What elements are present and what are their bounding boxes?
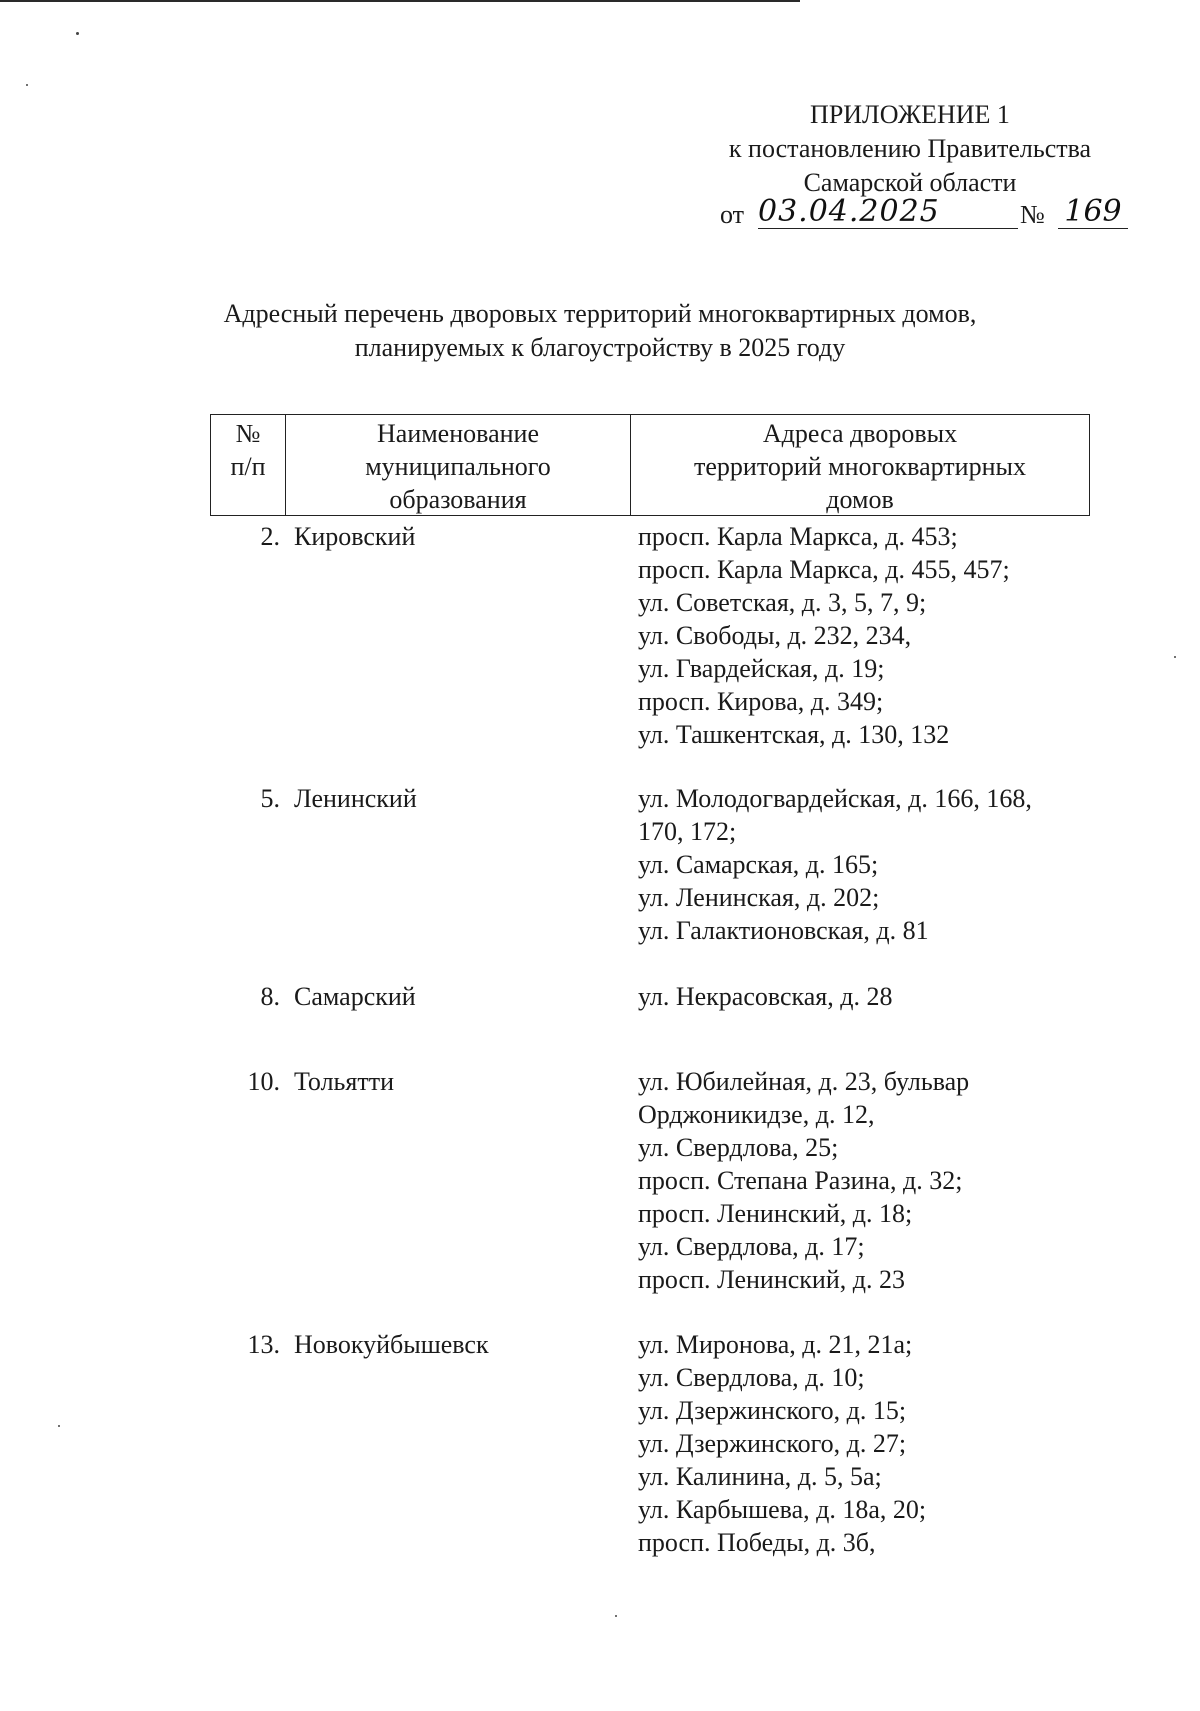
address-line: ул. Ташкентская, д. 130, 132 <box>638 720 950 749</box>
header-number-line: № <box>235 419 261 448</box>
document-title-line-2: планируемых к благоустройству в 2025 году <box>354 333 846 362</box>
address-line: Орджоникидзе, д. 12, <box>638 1100 875 1129</box>
scan-speck <box>58 1425 60 1427</box>
date-prefix: от <box>720 200 745 229</box>
row-municipality: Новокуйбышевск <box>294 1330 489 1359</box>
scan-speck <box>615 1615 617 1617</box>
row-municipality: Тольятти <box>294 1067 395 1096</box>
table-row <box>210 782 1090 980</box>
table-row <box>210 1328 1090 1559</box>
address-line: ул. Свердлова, 25; <box>638 1133 839 1162</box>
header-addresses-line: территорий многоквартирных <box>694 452 1026 481</box>
appendix-title: ПРИЛОЖЕНИЕ 1 <box>810 100 1010 129</box>
scan-top-edge <box>0 0 800 2</box>
address-line: ул. Некрасовская, д. 28 <box>638 982 893 1011</box>
header-municipality-line: муниципального <box>365 452 551 481</box>
address-line: просп. Степана Разина, д. 32; <box>638 1166 963 1195</box>
document-title <box>180 297 1020 365</box>
address-line: просп. Карла Маркса, д. 455, 457; <box>638 555 1010 584</box>
row-addresses <box>638 520 1088 751</box>
decree-date-number <box>720 194 1140 234</box>
header-municipality-line: образования <box>389 485 527 514</box>
table-row <box>210 980 1090 1065</box>
row-number: 13. <box>247 1330 280 1359</box>
row-number: 10. <box>247 1067 280 1096</box>
row-number: 8. <box>260 982 280 1011</box>
address-line: ул. Галактионовская, д. 81 <box>638 916 929 945</box>
table-row <box>210 520 1090 782</box>
row-addresses <box>638 980 1088 1013</box>
table-header <box>210 414 1090 516</box>
address-line: просп. Ленинский, д. 23 <box>638 1265 905 1294</box>
number-prefix: № <box>1020 200 1045 229</box>
header-number <box>211 415 286 515</box>
address-line: ул. Самарская, д. 165; <box>638 850 879 879</box>
row-number: 5. <box>260 784 280 813</box>
row-addresses <box>638 782 1088 947</box>
scan-speck <box>76 32 79 35</box>
address-line: ул. Молодогвардейская, д. 166, 168, <box>638 784 1032 813</box>
handwritten-date: 03.04.2025 <box>758 194 1018 229</box>
header-municipality <box>286 415 631 515</box>
row-municipality: Самарский <box>294 982 416 1011</box>
table-body <box>210 520 1090 1559</box>
address-line: ул. Свободы, д. 232, 234, <box>638 621 912 650</box>
row-number: 2. <box>260 522 280 551</box>
appendix-line-2: Самарской области <box>803 168 1017 197</box>
address-line: ул. Советская, д. 3, 5, 7, 9; <box>638 588 927 617</box>
address-line: просп. Карла Маркса, д. 453; <box>638 522 958 551</box>
handwritten-number: 169 <box>1058 194 1128 229</box>
address-line: ул. Юбилейная, д. 23, бульвар <box>638 1067 970 1096</box>
row-municipality: Кировский <box>294 522 416 551</box>
address-line: просп. Ленинский, д. 18; <box>638 1199 913 1228</box>
header-municipality-line: Наименование <box>377 419 539 448</box>
header-addresses <box>631 415 1089 515</box>
appendix-line-1: к постановлению Правительства <box>728 134 1092 163</box>
header-number-line: п/п <box>230 452 266 481</box>
scan-speck <box>1174 656 1176 658</box>
address-line: ул. Дзержинского, д. 15; <box>638 1396 907 1425</box>
address-line: ул. Карбышева, д. 18а, 20; <box>638 1495 927 1524</box>
address-line: ул. Дзержинского, д. 27; <box>638 1429 907 1458</box>
address-line: 170, 172; <box>638 817 737 846</box>
header-addresses-line: домов <box>826 485 894 514</box>
address-line: просп. Кирова, д. 349; <box>638 687 884 716</box>
address-line: ул. Ленинская, д. 202; <box>638 883 880 912</box>
address-line: ул. Гвардейская, д. 19; <box>638 654 885 683</box>
row-addresses <box>638 1065 1088 1296</box>
row-municipality: Ленинский <box>294 784 417 813</box>
address-line: ул. Свердлова, д. 10; <box>638 1363 865 1392</box>
appendix-header <box>680 98 1140 200</box>
document-title-line-1: Адресный перечень дворовых территорий многоквартирных домов, <box>223 299 977 328</box>
table-row <box>210 1065 1090 1328</box>
address-line: ул. Миронова, д. 21, 21а; <box>638 1330 913 1359</box>
address-line: ул. Калинина, д. 5, 5а; <box>638 1462 882 1491</box>
address-line: ул. Свердлова, д. 17; <box>638 1232 865 1261</box>
header-addresses-line: Адреса дворовых <box>762 419 958 448</box>
scan-speck <box>26 84 28 86</box>
address-line: просп. Победы, д. 3б, <box>638 1528 876 1557</box>
row-addresses <box>638 1328 1088 1559</box>
